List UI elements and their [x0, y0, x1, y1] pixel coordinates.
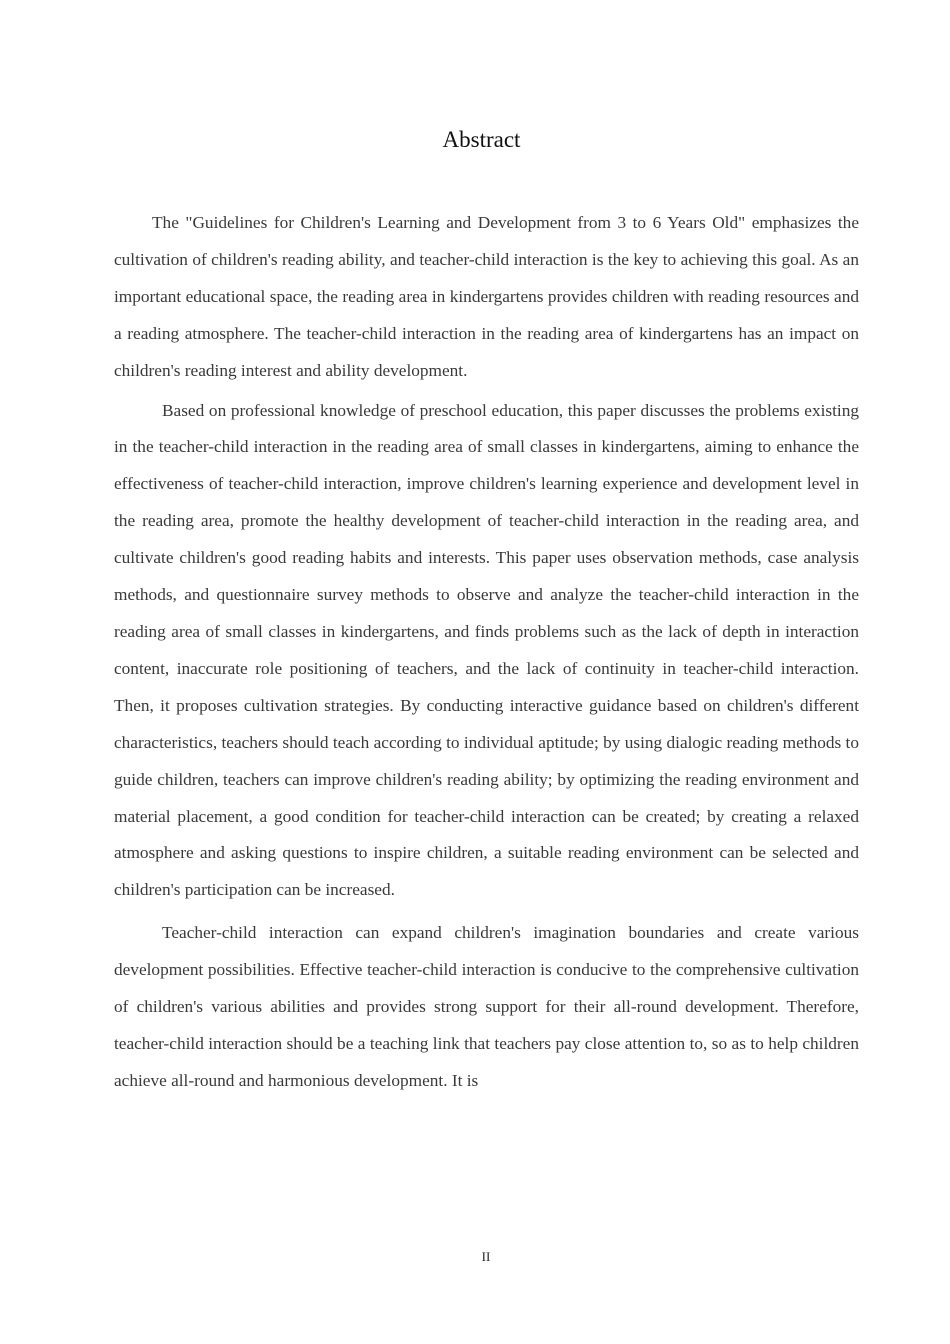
page-title: Abstract [442, 127, 521, 152]
abstract-paragraph-1: The "Guidelines for Children's Learning and Development from 3 to 6 Years Old" emphasizes the cultivation of children's reading ability, and teacher-child interaction is the key to achieving this goal. As an important educational space, the reading area in kindergartens provides children with reading resources and a reading atmosphere. The teacher-child interaction in the reading area of kindergartens has an impact on children's reading interest and ability development. [114, 213, 859, 380]
abstract-paragraph-2: Based on professional knowledge of preschool education, this paper discusses the problems existing in the teacher-child interaction in the reading area of small classes in kindergartens, aiming to enhance the effectiveness of teacher-child interaction, improve children's learning experience and development level in the reading area, promote the healthy development of teacher-child interaction in the reading area, and cultivate children's good reading habits and interests. This paper uses observation methods, case analysis methods, and questionnaire survey methods to observe and analyze the teacher-child interaction in the reading area of small classes in kindergartens, and finds problems such as the lack of depth in interaction content, inaccurate role positioning of teachers, and the lack of continuity in teacher-child interaction. Then, it proposes cultivation strategies. By conducting interactive guidance based on children's different characteristics, teachers should teach according to individual aptitude; by using dialogic reading methods to guide children, teachers can improve children's reading ability; by optimizing the reading environment and material placement, a good condition for teacher-child interaction can be created; by creating a relaxed atmosphere and asking questions to inspire children, a suitable reading environment can be selected and children's participation can be increased. [114, 400, 859, 900]
page-number: II [481, 1249, 491, 1264]
abstract-body [114, 205, 859, 1100]
abstract-paragraph-3: Teacher-child interaction can expand children's imagination boundaries and create various development possibilities. Effective teacher-child interaction is conducive to the comprehensive cultivation of children's various abilities and provides strong support for their all-round development. Therefore, teacher-child interaction should be a teaching link that teachers pay close attention to, so as to help children achieve all-round and harmonious development. It is [114, 923, 859, 1090]
